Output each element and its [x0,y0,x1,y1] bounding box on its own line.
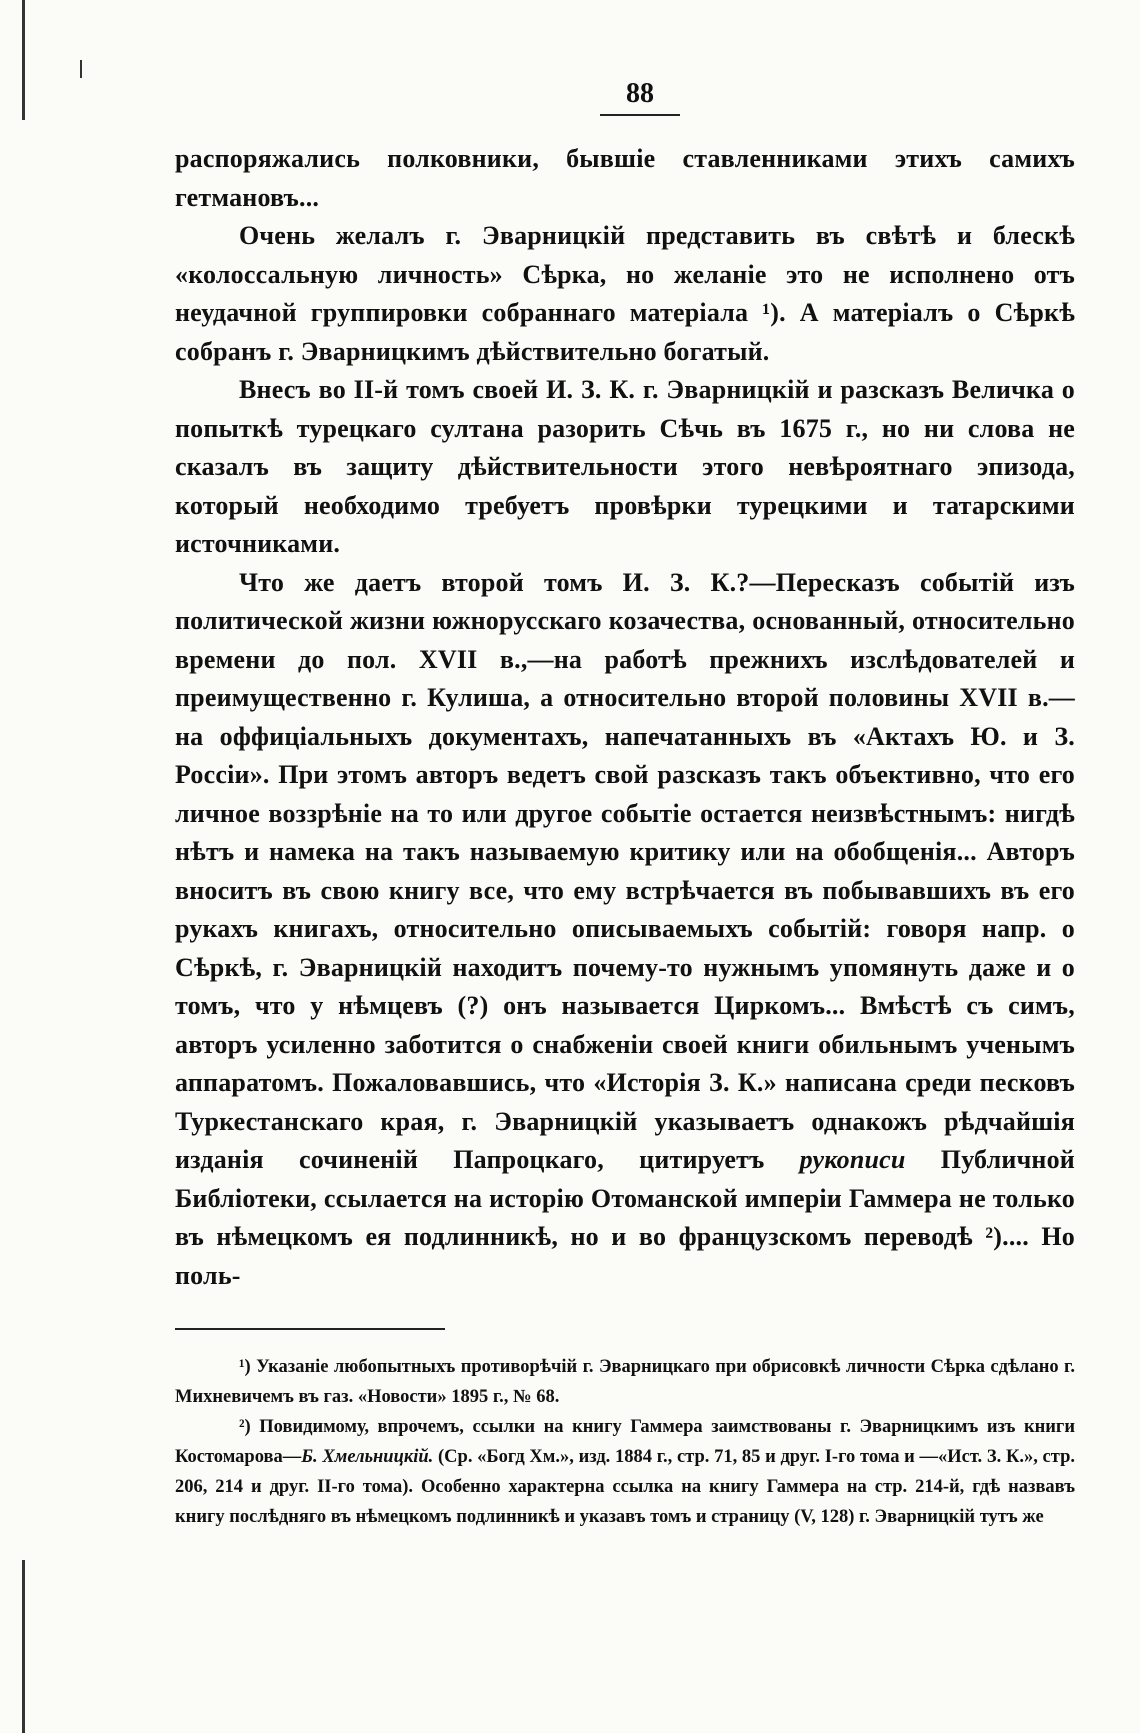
paragraph-4 [175,564,1075,1296]
paragraph-3: Внесъ во II-й томъ своей И. З. К. г. Эварницкій и разсказъ Величка о попыткѣ турецкаго султана разорить Сѣчь въ 1675 г., но ни слова не сказалъ въ защиту дѣйствительности этого невѣроятнаго эпизода, который необходимо требуетъ провѣрки турецкими и татарскими источниками. [175,375,1075,558]
scan-edge-mark-bottom [22,1560,25,1733]
paragraph-1: распоряжались полковники, бывшіе ставленниками этихъ самихъ гетмановъ... [175,144,1075,212]
paragraph-2: Очень желалъ г. Эварницкій представить въ свѣтѣ и блескѣ «колоссальную личность» Сѣрка, но желаніе это не исполнено отъ неудачной группировки собраннаго матеріала ¹). А матеріалъ о Сѣркѣ собранъ г. Эварницкимъ дѣйствительно богатый. [175,221,1075,366]
main-text [175,140,1075,1295]
footnote-1: ¹) Указаніе любопытныхъ противорѣчій г. Эварницкаго при обрисовкѣ личности Сѣрка сдѣлано г. Михневичемъ въ газ. «Новости» 1895 г., № 68. [175,1357,1075,1407]
scan-edge-mark-top [22,0,25,120]
footnote-2-text-a: ²) Повидимому, впрочемъ, ссылки на книгу Гаммера заимствованы г. Эварницкимъ изъ книги Костомарова— [175,1417,1075,1467]
page-number: 88 [600,78,680,116]
paragraph-4-text-a: Что же даетъ второй томъ И. З. К.?—Пересказъ событій изъ политической жизни южнорусскаго козачества, основанный, относительно времени до пол. XVII в.,—на работѣ прежнихъ изслѣдователей и преимущественно г. Кулиша, а относительно второй половины XVII в.—на оффиціальныхъ документахъ, напечатанныхъ въ «Актахъ Ю. и З. Россіи». При этомъ авторъ ведетъ свой разсказъ такъ объективно, что его личное воззрѣніе на то или другое событіе остается неизвѣстнымъ: нигдѣ нѣтъ и намека на такъ называемую критику или на обобщенія... Авторъ вноситъ въ свою книгу все, что ему встрѣчается въ побывавшихъ въ его рукахъ книгахъ, относительно описываемыхъ событій: говоря напр. о Сѣркѣ, г. Эварницкій находитъ почему-то нужнымъ упомянуть даже и о томъ, что у нѣмцевъ (?) онъ называется Циркомъ... Вмѣстѣ съ симъ, авторъ усиленно заботится о снабженіи своей книги обильнымъ ученымъ аппаратомъ. Пожаловавшись, что «Исторія З. К.» написана среди песковъ Туркестанскаго края, г. Эварницкій указываетъ однакожъ рѣдчайшія изданія сочиненій Папроцкаго, цитируетъ [175,567,1075,1174]
footnote-2-italic: Б. Хмельницкій. [301,1447,434,1467]
paragraph-4-italic: рукописи [799,1145,906,1174]
footnote-2-text-b: (Ср. «Богд Хм.», изд. 1884 г., стр. 71, 85 и друг. I-го тома и —«Ист. З. К.», стр. 206, 214 и друг. II-го тома). Особенно характерна ссылка на книгу Гаммера на стр. 214-й, гдѣ назвавъ книгу послѣдняго въ нѣмецкомъ подлинникѣ и указавъ томъ и страницу (V, 128) г. Эварницкій тутъ же [175,1447,1075,1527]
paragraph-4-text-b: Публичной Библіотеки, ссылается на исторію Отоманской имперіи Гаммера не только въ нѣмецкомъ ея подлинникѣ, но и во французскомъ переводѣ ²).... Но поль- [175,1145,1075,1290]
footnote-separator [175,1328,445,1330]
footnote-2 [175,1412,1075,1532]
scan-speck [80,60,82,78]
footnotes [175,1352,1075,1532]
